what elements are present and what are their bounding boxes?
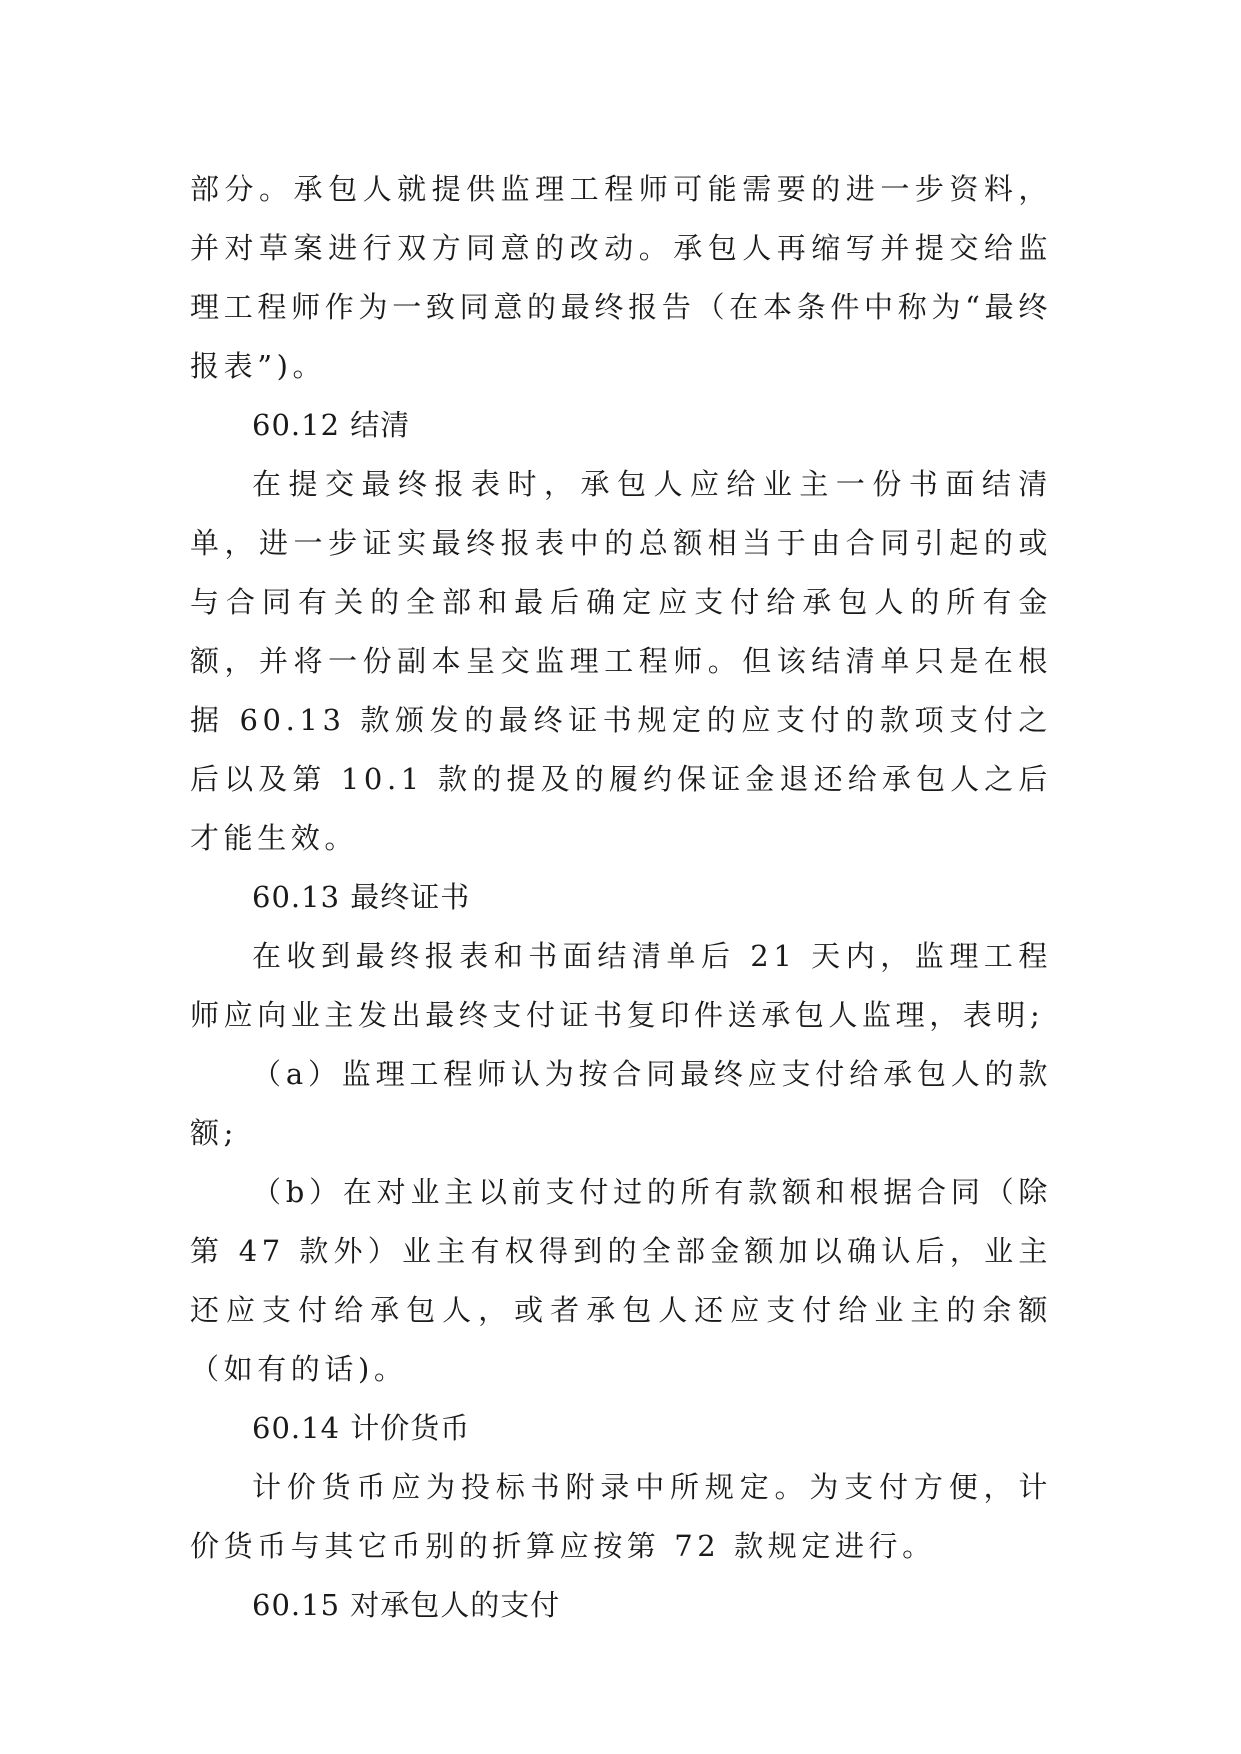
section-heading-60-12: 60.12 结清 [252,408,411,442]
paragraph-currency: 计价货币应为投标书附录中所规定。为支付方便，计价货币与其它币别的折算应按第 72 款规定进行。 [190,1470,1052,1563]
list-item-b: （b）在对业主以前支付过的所有款额和根据合同（除第 47 款外）业主有权得到的全部金额加以确认后，业主还应支付给承包人，或者承包人还应支付给业主的余额（如有的话)。 [190,1175,1052,1386]
list-item-a: （a）监理工程师认为按合同最终应支付给承包人的款额; [190,1057,1052,1150]
paragraph-continuation: 部分。承包人就提供监理工程师可能需要的进一步资料，并对草案进行双方同意的改动。承包人再缩写并提交给监理工程师作为一致同意的最终报告（在本条件中称为“最终报表”)。 [190,172,1052,383]
section-heading-60-13: 60.13 最终证书 [252,880,471,914]
paragraph-final-certificate: 在收到最终报表和书面结清单后 21 天内，监理工程师应向业主发出最终支付证书复印件送承包人监理，表明; [190,939,1052,1032]
paragraph-settlement: 在提交最终报表时，承包人应给业主一份书面结清单，进一步证实最终报表中的总额相当于由合同引起的或与合同有关的全部和最后确定应支付给承包人的所有金额，并将一份副本呈交监理工程师。但该结清单只是在根据 60.13 款颁发的最终证书规定的应支付的款项支付之后以及第 10.1 款的提及的履约保证金退还给承包人之后才能生效。 [190,467,1052,855]
section-heading-60-14: 60.14 计价货币 [252,1411,471,1445]
document-body [190,160,1052,1635]
section-heading-60-15: 60.15 对承包人的支付 [252,1588,561,1622]
